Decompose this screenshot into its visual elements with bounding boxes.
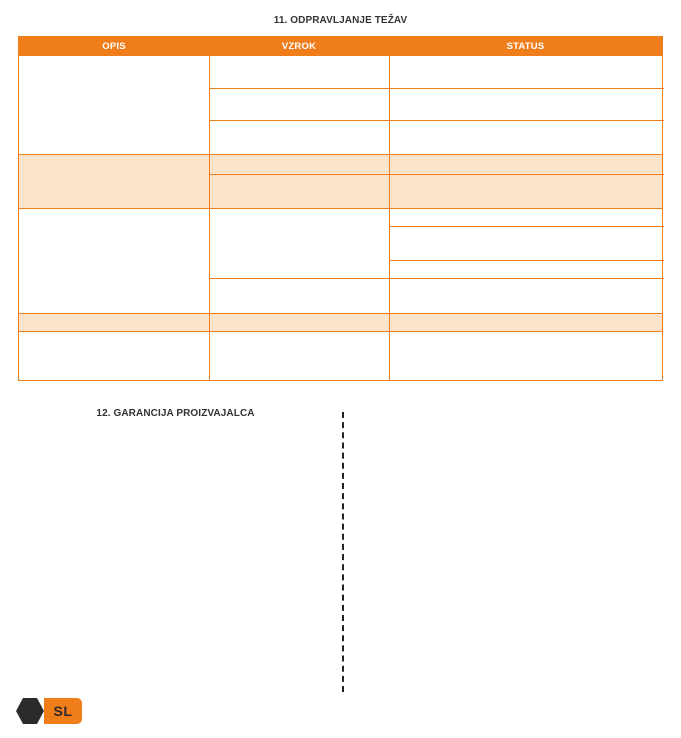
sub-row-line <box>209 174 664 175</box>
header-vzrok: VZROK <box>281 41 317 52</box>
table-row-group-1 <box>19 56 662 154</box>
table-header-row <box>19 37 662 56</box>
sub-row-line <box>209 88 664 89</box>
hexagon-badge-icon <box>16 698 44 724</box>
sub-row-line <box>209 278 664 279</box>
troubleshooting-table <box>18 36 663 381</box>
column-divider-2 <box>389 56 390 381</box>
sub-row-line <box>209 120 664 121</box>
header-status: STATUS <box>506 41 545 52</box>
sub-row-line <box>389 226 664 227</box>
table-row-group-2 <box>19 154 662 208</box>
table-row-group-5 <box>19 331 662 381</box>
warranty-title: 12. GARANCIJA PROIZVAJALCA <box>96 408 255 419</box>
column-separator-dashed <box>342 412 344 692</box>
table-row-group-4 <box>19 313 662 331</box>
header-opis: OPIS <box>102 41 126 52</box>
column-divider-1 <box>209 56 210 381</box>
troubleshooting-title: 11. ODPRAVLJANJE TEŽAV <box>273 15 408 26</box>
sub-row-line <box>389 260 664 261</box>
language-badge: SL <box>44 698 82 724</box>
